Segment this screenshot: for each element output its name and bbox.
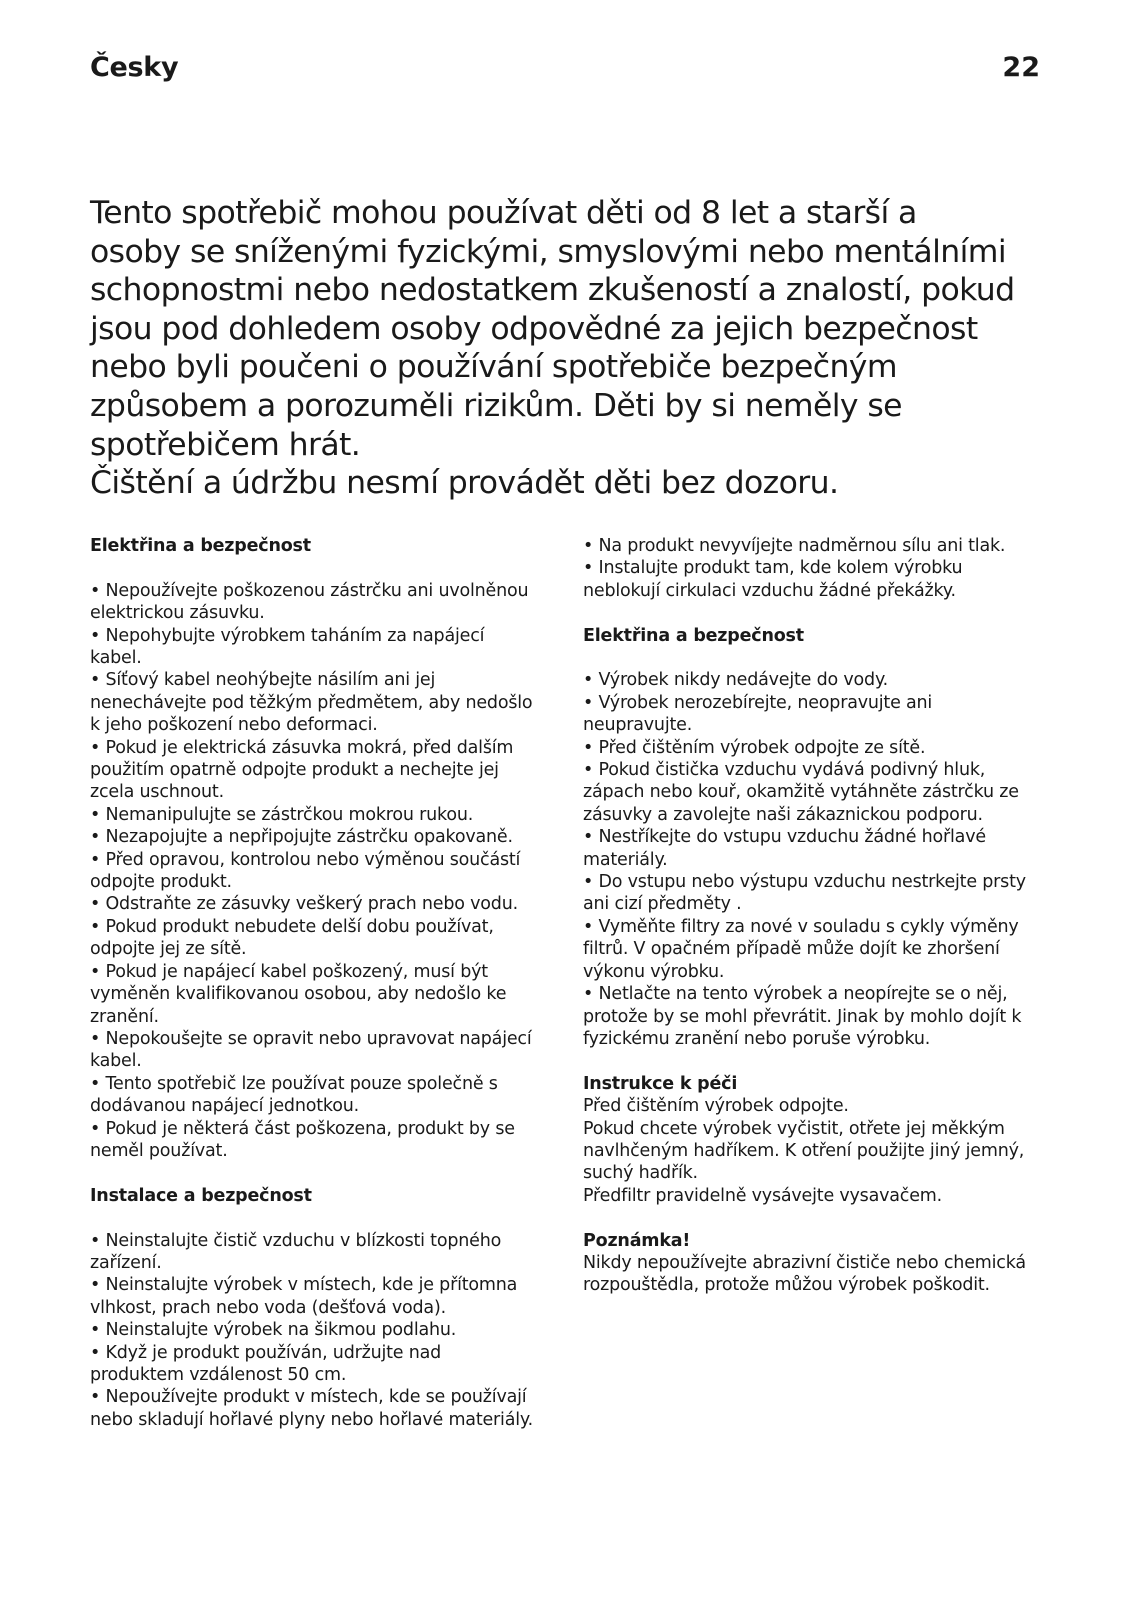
text-line: • Výrobek nikdy nedávejte do vody.	[583, 670, 888, 691]
text-line: neblokují cirkulaci vzduchu žádné překážky.	[583, 580, 956, 601]
text-line: elektrickou zásuvku.	[90, 603, 265, 624]
intro-line: osoby se sníženými fyzickými, smyslovými nebo mentálními	[90, 233, 1007, 270]
text-line: • Pokud je elektrická zásuvka mokrá, před dalším	[90, 737, 514, 758]
section-body	[583, 1252, 1045, 1297]
section-heading: Elektřina a bezpečnost	[583, 625, 804, 646]
text-line: • Síťový kabel neohýbejte násilím ani jej	[90, 670, 436, 691]
section-body	[583, 1095, 1045, 1207]
spacer	[90, 557, 552, 579]
text-line: • Pokud produkt nebudete delší dobu používat,	[90, 916, 494, 937]
text-line: dodávanou napájecí jednotkou.	[90, 1096, 359, 1117]
spacer	[583, 647, 1045, 669]
text-line: rozpouštědla, protože můžou výrobek poškodit.	[583, 1275, 990, 1296]
text-line: k jeho poškození nebo deformaci.	[90, 715, 378, 736]
text-line: • Před opravou, kontrolou nebo výměnou součástí	[90, 849, 521, 870]
text-line: • Neinstalujte výrobek v místech, kde je přítomna	[90, 1275, 518, 1296]
text-line: fyzickému zranění nebo poruše výrobku.	[583, 1028, 931, 1049]
text-line: zranění.	[90, 1006, 159, 1027]
text-line: Pokud chcete výrobek vyčistit, otřete jej měkkým	[583, 1118, 1005, 1139]
text-line: vlhkost, prach nebo voda (dešťová voda).	[90, 1297, 446, 1318]
text-line: • Netlačte na tento výrobek a neopírejte se o něj,	[583, 984, 1008, 1005]
intro-line: Čištění a údržbu nesmí provádět děti bez dozoru.	[90, 465, 839, 502]
spacer	[90, 1207, 552, 1229]
text-line: filtrů. V opačném případě může dojít ke zhoršení	[583, 939, 1000, 960]
text-line: • Nemanipulujte se zástrčkou mokrou rukou.	[90, 804, 474, 825]
text-line: • Nepokoušejte se opravit nebo upravovat napájecí	[90, 1028, 532, 1049]
text-line: • Neinstalujte čistič vzduchu v blízkosti topného	[90, 1230, 502, 1251]
text-line: nebo skladují hořlavé plyny nebo hořlavé materiály.	[90, 1409, 533, 1430]
section-body	[90, 1230, 552, 1432]
text-line: kabel.	[90, 648, 142, 669]
intro-line: nebo byli poučeni o používání spotřebiče bezpečným	[90, 349, 897, 386]
intro-paragraph	[90, 194, 1050, 503]
text-line: Předfiltr pravidelně vysávejte vysavačem.	[583, 1185, 943, 1206]
text-line: Nikdy nepoužívejte abrazivní čističe nebo chemická	[583, 1252, 1026, 1273]
section-note	[583, 1230, 1045, 1297]
right-column	[583, 535, 1045, 1297]
section-continuation	[583, 535, 1045, 602]
text-line: ani cizí předměty .	[583, 894, 742, 915]
text-line: • Nepoužívejte produkt v místech, kde se používají	[90, 1387, 527, 1408]
text-line: • Nepoužívejte poškozenou zástrčku ani uvolněnou	[90, 580, 529, 601]
section-care-instructions	[583, 1073, 1045, 1207]
text-line: suchý hadřík.	[583, 1163, 698, 1184]
text-line: neměl používat.	[90, 1140, 228, 1161]
text-line: • Před čištěním výrobek odpojte ze sítě.	[583, 737, 926, 758]
text-line: protože by se mohl převrátit. Jinak by mohlo dojít k	[583, 1006, 1022, 1027]
spacer	[583, 1207, 1045, 1229]
text-line: • Do vstupu nebo výstupu vzduchu nestrkejte prsty	[583, 872, 1026, 893]
section-heading: Poznámka!	[583, 1230, 691, 1251]
section-heading: Instrukce k péči	[583, 1073, 738, 1094]
spacer	[90, 1162, 552, 1184]
text-line: • Neinstalujte výrobek na šikmou podlahu.	[90, 1320, 457, 1341]
text-line: vyměněn kvalifikovanou osobou, aby nedošlo ke	[90, 984, 507, 1005]
text-line: • Pokud je některá část poškozena, produkt by se	[90, 1118, 515, 1139]
section-electricity-safety-2	[583, 625, 1045, 1051]
section-installation-safety	[90, 1185, 552, 1431]
text-line: • Když je produkt používán, udržujte nad	[90, 1342, 442, 1363]
text-line: • Na produkt nevyvíjejte nadměrnou sílu ani tlak.	[583, 536, 1006, 556]
intro-line: Tento spotřebič mohou používat děti od 8 let a starší a	[90, 195, 917, 231]
text-line: • Nezapojujte a nepřipojujte zástrčku opakovaně.	[90, 827, 513, 848]
section-heading: Instalace a bezpečnost	[90, 1185, 312, 1206]
section-body	[90, 580, 552, 1163]
text-line: • Nepohybujte výrobkem taháním za napájecí	[90, 625, 485, 646]
text-line: použitím opatrně odpojte produkt a nechejte jej	[90, 760, 499, 781]
text-line: zápach nebo kouř, okamžitě vytáhněte zástrčku ze	[583, 782, 1019, 803]
section-body	[583, 669, 1045, 1050]
section-heading: Elektřina a bezpečnost	[90, 536, 311, 556]
text-line: zcela uschnout.	[90, 782, 224, 803]
spacer	[583, 1050, 1045, 1072]
text-line: neupravujte.	[583, 715, 693, 736]
text-line: • Instalujte produkt tam, kde kolem výrobku	[583, 558, 963, 579]
text-line: • Odstraňte ze zásuvky veškerý prach nebo vodu.	[90, 894, 518, 915]
page-number: 22	[1002, 52, 1040, 83]
text-line: • Pokud je napájecí kabel poškozený, musí být	[90, 961, 488, 982]
text-line: • Vyměňte filtry za nové v souladu s cykly výměny	[583, 916, 1019, 937]
text-line: • Pokud čistička vzduchu vydává podivný hluk,	[583, 760, 986, 781]
text-line: zařízení.	[90, 1252, 162, 1273]
intro-line: spotřebičem hrát.	[90, 426, 361, 463]
text-line: nenechávejte pod těžkým předmětem, aby nedošlo	[90, 692, 533, 713]
section-electricity-safety	[90, 535, 552, 1162]
text-line: odpojte produkt.	[90, 872, 232, 893]
text-line: materiály.	[583, 849, 668, 870]
text-line: odpojte jej ze sítě.	[90, 939, 247, 960]
text-line: zásuvky a zavolejte naši zákaznickou podporu.	[583, 804, 983, 825]
spacer	[583, 602, 1045, 624]
text-line: Před čištěním výrobek odpojte.	[583, 1096, 849, 1117]
language-label: Česky	[90, 52, 179, 83]
text-line: • Tento spotřebič lze používat pouze společně s	[90, 1073, 498, 1094]
text-line: výkonu výrobku.	[583, 961, 725, 982]
intro-line: způsobem a porozuměli rizikům. Děti by si neměly se	[90, 387, 902, 424]
intro-line: schopnostmi nebo nedostatkem zkušeností a znalostí, pokud	[90, 272, 1015, 309]
text-line: kabel.	[90, 1051, 142, 1072]
text-line: navlhčeným hadříkem. K otření použijte jiný jemný,	[583, 1140, 1025, 1161]
text-line: • Nestříkejte do vstupu vzduchu žádné hořlavé	[583, 827, 986, 848]
text-line: produktem vzdálenost 50 cm.	[90, 1364, 347, 1385]
intro-line: jsou pod dohledem osoby odpovědné za jejich bezpečnost	[90, 310, 978, 347]
text-line: • Výrobek nerozebírejte, neopravujte ani	[583, 692, 933, 713]
left-column	[90, 535, 552, 1431]
